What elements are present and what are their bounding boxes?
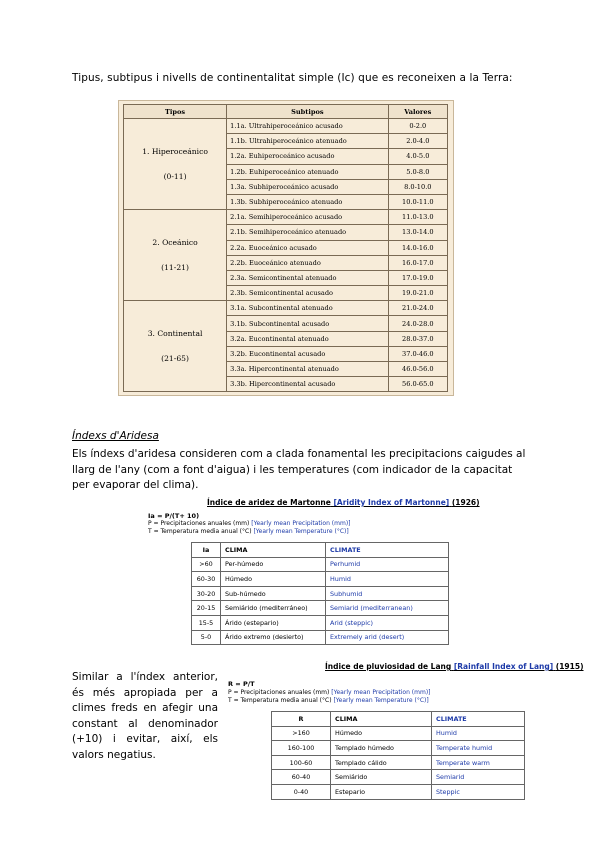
table-header-row [192, 543, 449, 558]
section-heading: Índexs d'Aridesa [72, 430, 159, 442]
group-name: 3. Continental [147, 329, 203, 339]
climate-cell: Temperate warm [432, 755, 525, 770]
header-r: R [272, 712, 331, 727]
range-cell: 5-0 [192, 630, 221, 645]
value-cell: 8.0-10.0 [388, 179, 447, 194]
table-row [192, 615, 449, 630]
martonne-title-en: [Aridity Index of Martonne] [333, 498, 450, 507]
lang-def-t-es: T = Temperatura media anual (°C) [228, 697, 332, 704]
header-clima: CLIMA [221, 543, 326, 558]
climate-cell: Semiarid [432, 770, 525, 785]
lang-def-p-es: P = Precipitaciones anuales (mm) [228, 689, 330, 696]
value-cell: 14.0-16.0 [388, 240, 447, 255]
header-climate: CLIMATE [326, 543, 449, 558]
clima-cell: Templado húmedo [331, 741, 432, 756]
table-header-row [124, 105, 448, 119]
group-spacer [127, 159, 223, 169]
table-header-row [272, 712, 525, 727]
clima-cell: Húmedo [331, 726, 432, 741]
continentality-table-figure [118, 100, 454, 396]
header-valores: Valores [388, 105, 447, 119]
clima-cell: Árido (estepario) [221, 615, 326, 630]
range-cell: 15-5 [192, 615, 221, 630]
clima-cell: Húmedo [221, 572, 326, 587]
subtype-cell: 1.3b. Subhiperoceánico atenuado [227, 194, 388, 209]
table-row [192, 557, 449, 572]
value-cell: 17.0-19.0 [388, 270, 447, 285]
value-cell: 46.0-56.0 [388, 362, 447, 377]
martonne-def-p-es: P = Precipitaciones anuales (mm) [148, 520, 250, 527]
header-subtipos: Subtipos [227, 105, 388, 119]
table-row [124, 119, 448, 134]
value-cell: 56.0-65.0 [388, 377, 447, 392]
subtype-cell: 1.2a. Euhiperoceánico acusado [227, 149, 388, 164]
range-cell: 20-15 [192, 601, 221, 616]
climate-cell: Extremely arid (desert) [326, 630, 449, 645]
martonne-def-p-en: [Yearly mean Precipitation (mm)] [251, 520, 351, 527]
lang-year: (1915) [555, 662, 584, 671]
value-cell: 13.0-14.0 [388, 225, 447, 240]
value-cell: 4.0-5.0 [388, 149, 447, 164]
range-cell: 100-60 [272, 755, 331, 770]
martonne-formula: Ia = P/(T+ 10) [148, 512, 200, 520]
value-cell: 24.0-28.0 [388, 316, 447, 331]
martonne-title-es: Índice de aridez de Martonne [207, 498, 331, 507]
lang-def-p [228, 689, 431, 696]
martonne-title [207, 498, 480, 507]
lang-def-t-en: [Yearly mean Temperature (°C)] [333, 697, 429, 704]
group-range: (21-65) [161, 354, 189, 364]
clima-cell: Semiárido (mediterráneo) [221, 601, 326, 616]
table-row [124, 210, 448, 225]
header-clima: CLIMA [331, 712, 432, 727]
subtype-cell: 3.2b. Eucontinental acusado [227, 346, 388, 361]
subtype-cell: 2.1a. Semihiperoceánico acusado [227, 210, 388, 225]
clima-cell: Per-húmedo [221, 557, 326, 572]
intro-text: Tipus, subtipus i nivells de continentalitat simple (Ic) que es reconeixen a la Terra: [72, 72, 513, 84]
clima-cell: Templado cálido [331, 755, 432, 770]
range-cell: 30-20 [192, 586, 221, 601]
group-cell [124, 119, 227, 210]
table-row [272, 726, 525, 741]
value-cell: 19.0-21.0 [388, 286, 447, 301]
value-cell: 5.0-8.0 [388, 164, 447, 179]
table-row [124, 301, 448, 316]
lang-title-en: [Rainfall Index of Lang] [453, 662, 554, 671]
martonne-def-t-es: T = Temperatura media anual (°C) [148, 528, 252, 535]
section-paragraph: Els índexs d'aridesa consideren com a clada fonamental les precipitacions caigudes al llarg de l'any (com a font d'aigua) i les temperatures (com indicador de la capacitat per evaporar del clima). [72, 448, 526, 491]
group-name: 2. Oceánico [152, 238, 198, 248]
group-range: (0-11) [163, 172, 187, 182]
subtype-cell: 1.2b. Euhiperoceánico atenuado [227, 164, 388, 179]
subtype-cell: 3.3a. Hipercontinental atenuado [227, 362, 388, 377]
martonne-def-t [148, 528, 349, 535]
range-cell: >160 [272, 726, 331, 741]
climate-cell: Steppic [432, 784, 525, 799]
table-row [272, 741, 525, 756]
table-row [192, 630, 449, 645]
table-row [192, 586, 449, 601]
group-range: (11-21) [161, 263, 189, 273]
lang-formula: R = P/T [228, 680, 255, 688]
lang-title-es: Índice de pluviosidad de Lang [325, 662, 452, 671]
table-row [192, 572, 449, 587]
subtype-cell: 2.3a. Semicontinental atenuado [227, 270, 388, 285]
group-cell [124, 210, 227, 301]
climate-cell: Humid [326, 572, 449, 587]
value-cell: 10.0-11.0 [388, 194, 447, 209]
climate-cell: Temperate humid [432, 741, 525, 756]
header-tipos: Tipos [124, 105, 227, 119]
group-name: 1. Hiperoceánico [142, 147, 208, 157]
subtype-cell: 1.1b. Ultrahiperoceánico atenuado [227, 134, 388, 149]
subtype-cell: 3.1b. Subcontinental acusado [227, 316, 388, 331]
subtype-cell: 1.3a. Subhiperoceánico acusado [227, 179, 388, 194]
value-cell: 37.0-46.0 [388, 346, 447, 361]
climate-cell: Perhumid [326, 557, 449, 572]
subtype-cell: 2.2a. Euoceánico acusado [227, 240, 388, 255]
climate-cell: Semiarid (mediterranean) [326, 601, 449, 616]
value-cell: 11.0-13.0 [388, 210, 447, 225]
range-cell: 60-40 [272, 770, 331, 785]
climate-cell: Humid [432, 726, 525, 741]
table-row [272, 755, 525, 770]
martonne-def-p [148, 520, 351, 527]
subtype-cell: 2.3b. Semicontinental acusado [227, 286, 388, 301]
value-cell: 16.0-17.0 [388, 255, 447, 270]
subtype-cell: 3.1a. Subcontinental atenuado [227, 301, 388, 316]
group-cell [124, 301, 227, 392]
range-cell: >60 [192, 557, 221, 572]
group-spacer [127, 250, 223, 260]
table-row [272, 784, 525, 799]
subtype-cell: 2.1b. Semihiperoceánico atenuado [227, 225, 388, 240]
range-cell: 160-100 [272, 741, 331, 756]
value-cell: 21.0-24.0 [388, 301, 447, 316]
clima-cell: Estepario [331, 784, 432, 799]
climate-cell: Subhumid [326, 586, 449, 601]
subtype-cell: 3.2a. Eucontinental atenuado [227, 331, 388, 346]
value-cell: 0-2.0 [388, 119, 447, 134]
table-row [272, 770, 525, 785]
clima-cell: Árido extremo (desierto) [221, 630, 326, 645]
martonne-table [191, 542, 449, 645]
lang-def-p-en: [Yearly mean Precipitation (mm)] [331, 689, 431, 696]
range-cell: 0-40 [272, 784, 331, 799]
martonne-year: (1926) [451, 498, 480, 507]
header-ia: Ia [192, 543, 221, 558]
lang-side-text: Similar a l'índex anterior, és més apropiada per a climes freds en afegir una constant al denominador (+10) i evitar, així, els valors negatius. [72, 671, 218, 761]
lang-def-t [228, 697, 429, 704]
subtype-cell: 1.1a. Ultrahiperoceánico acusado [227, 119, 388, 134]
subtype-cell: 3.3b. Hipercontinental acusado [227, 377, 388, 392]
lang-table [271, 711, 525, 800]
lang-title [325, 662, 584, 671]
climate-cell: Arid (steppic) [326, 615, 449, 630]
value-cell: 2.0-4.0 [388, 134, 447, 149]
value-cell: 28.0-37.0 [388, 331, 447, 346]
group-spacer [127, 341, 223, 351]
header-climate: CLIMATE [432, 712, 525, 727]
table-row [192, 601, 449, 616]
continentality-table [123, 104, 448, 392]
clima-cell: Semiárido [331, 770, 432, 785]
range-cell: 60-30 [192, 572, 221, 587]
martonne-def-t-en: [Yearly mean Temperature (°C)] [253, 528, 349, 535]
subtype-cell: 2.2b. Euoceánico atenuado [227, 255, 388, 270]
clima-cell: Sub-húmedo [221, 586, 326, 601]
